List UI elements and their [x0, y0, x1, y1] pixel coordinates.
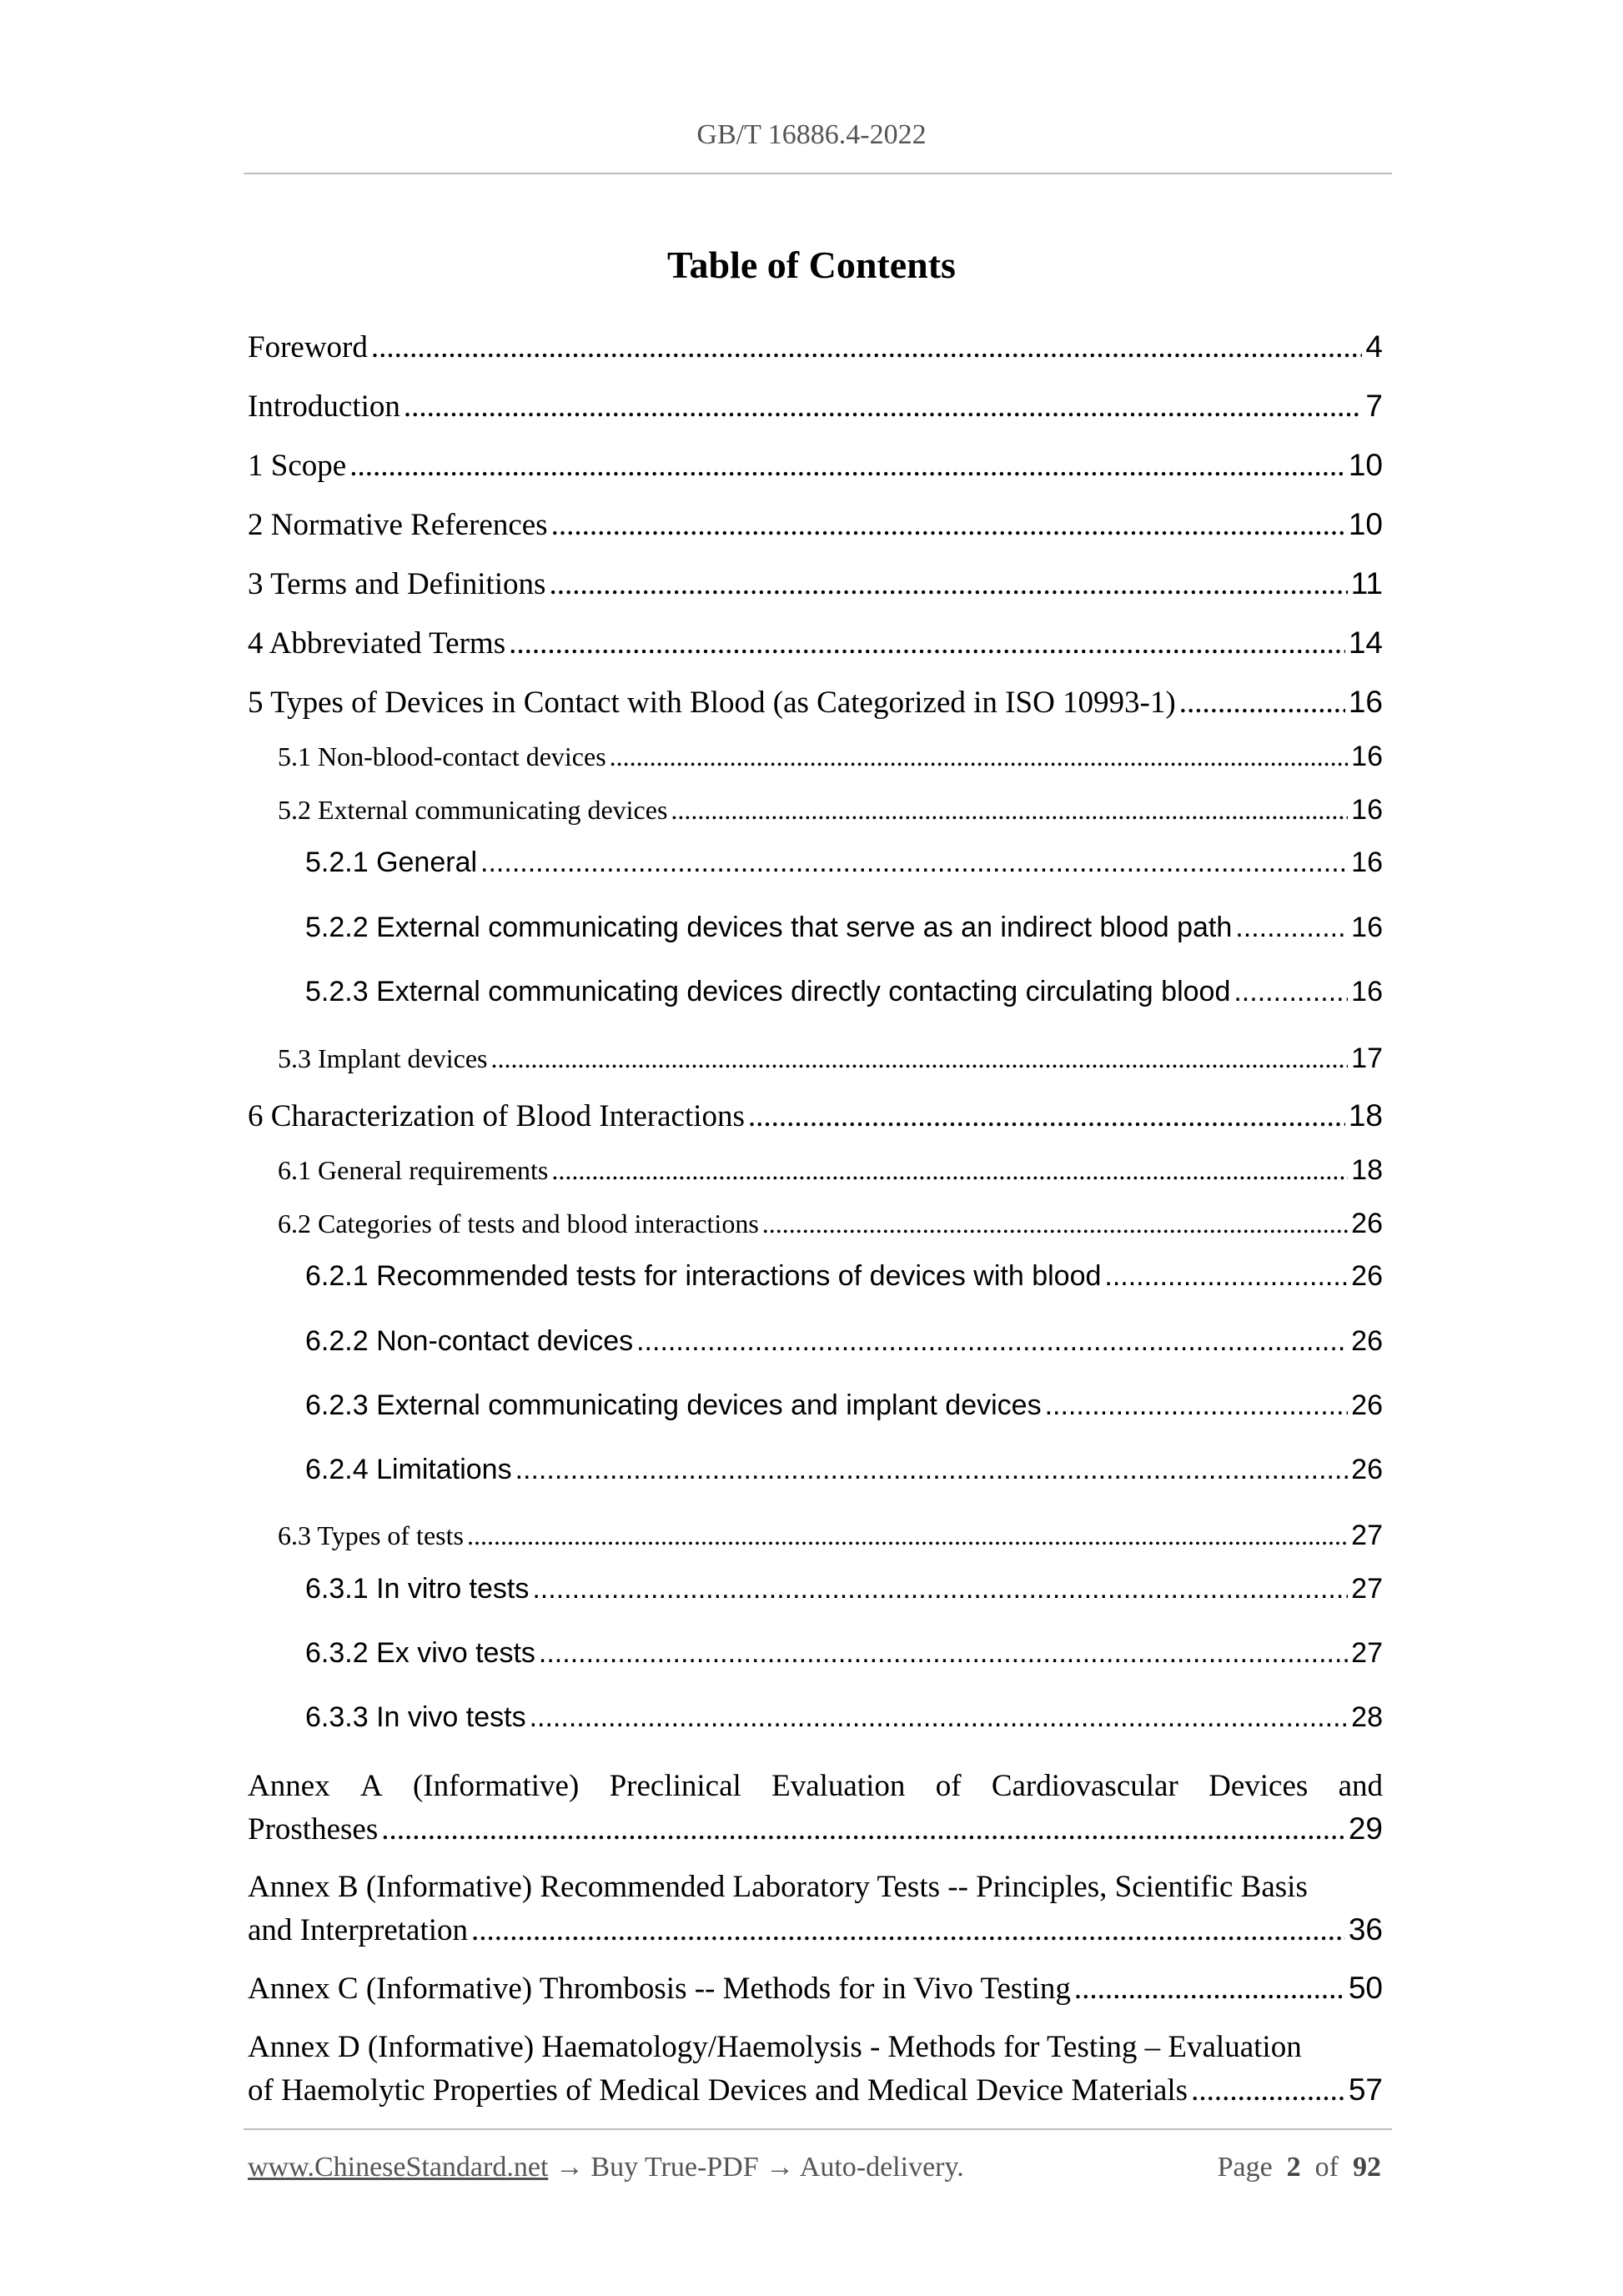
toc-entry-label: of Haemolytic Properties of Medical Devices and Medical Device Materials: [248, 2073, 1188, 2108]
dot-leader: [371, 329, 1363, 365]
delivery-text: Auto-delivery.: [799, 2152, 964, 2183]
toc-entry-label: 6.2.1 Recommended tests for interactions of devices with blood: [305, 1260, 1102, 1292]
dot-leader: [467, 1520, 1348, 1551]
toc-page-number: 14: [1348, 625, 1383, 660]
toc-page-number: 18: [1351, 1154, 1383, 1186]
toc-title: Table of Contents: [667, 244, 956, 286]
toc-entry-label: 6.3.1 In vitro tests: [305, 1573, 530, 1605]
toc-entry-label: 4 Abbreviated Terms: [248, 626, 506, 661]
toc-page-number: 36: [1348, 1912, 1383, 1947]
toc-entry-label: 5.1 Non-blood-contact devices: [278, 741, 606, 771]
dot-leader: [1235, 912, 1348, 944]
annex-line-1: [248, 1765, 1383, 1807]
toc-entry-terms-definitions[interactable]: [248, 566, 1383, 602]
toc-entry-introduction[interactable]: [248, 389, 1383, 425]
toc-entry-label: 6.2.2 Non-contact devices: [305, 1325, 634, 1357]
toc-entry-label: 6.1 General requirements: [278, 1155, 549, 1185]
site-link[interactable]: www.ChineseStandard.net: [248, 2152, 549, 2183]
toc-entry-scope[interactable]: [248, 448, 1383, 484]
toc-entry-6-2-2[interactable]: [305, 1325, 1383, 1358]
toc-entry-label: 6.3 Types of tests: [278, 1520, 464, 1550]
toc-page-number: 16: [1351, 847, 1383, 878]
toc-entry-6-3-3[interactable]: [305, 1701, 1383, 1734]
annex-line-2: [248, 1807, 1383, 1851]
dot-leader: [471, 1909, 1345, 1952]
toc-entry-label: 5.2.3 External communicating devices directly contacting circulating blood: [305, 976, 1231, 1007]
toc-entry-6-2-4[interactable]: [305, 1454, 1383, 1486]
toc-page-number: 26: [1351, 1260, 1383, 1292]
toc-page-number: 26: [1351, 1208, 1383, 1239]
toc-page-number: 16: [1351, 912, 1383, 943]
dot-leader: [551, 1155, 1348, 1186]
toc-entry-annex-b[interactable]: [248, 1866, 1383, 1952]
toc-page-number: 28: [1351, 1701, 1383, 1733]
toc-entry-label: 6.3.3 In vivo tests: [305, 1701, 526, 1733]
footer-divider: [244, 2128, 1392, 2130]
toc-entry-label: 1 Scope: [248, 449, 347, 483]
dot-leader: [1104, 1260, 1348, 1293]
current-page: 2: [1286, 2152, 1301, 2183]
dot-leader: [1234, 976, 1348, 1008]
annex-word: Cardiovascular: [991, 1769, 1178, 1803]
dot-leader: [404, 389, 1363, 425]
toc-page-number: 17: [1351, 1042, 1383, 1074]
toc-entry-label: 6 Characterization of Blood Interactions: [248, 1099, 745, 1133]
toc-page-number: 27: [1351, 1520, 1383, 1551]
dot-leader: [539, 1637, 1348, 1670]
annex-line-1: [248, 2026, 1383, 2068]
toc-entry-6-3-2[interactable]: [305, 1637, 1383, 1670]
toc-entry-6-3[interactable]: [278, 1520, 1383, 1552]
toc-page-number: 27: [1351, 1573, 1383, 1605]
toc-page-number: 4: [1365, 329, 1383, 364]
toc-entry-6-2-3[interactable]: [305, 1389, 1383, 1422]
annex-word: Devices: [1208, 1769, 1309, 1803]
toc-page-number: 16: [1351, 976, 1383, 1007]
toc-page-number: 16: [1351, 794, 1383, 826]
page-indicator: [1218, 2152, 1381, 2183]
dot-leader: [480, 847, 1348, 879]
annex-word: (Informative): [412, 1769, 580, 1803]
dot-leader: [549, 566, 1347, 602]
toc-page-number: 50: [1348, 1971, 1383, 2005]
toc-page-number: 26: [1351, 1325, 1383, 1357]
dot-leader: [610, 741, 1349, 772]
toc-entry-label: 6.2.4 Limitations: [305, 1454, 512, 1485]
toc-page-number: 10: [1348, 448, 1383, 482]
toc-entry-5-1[interactable]: [278, 741, 1383, 773]
toc-entry-label: 5.3 Implant devices: [278, 1043, 488, 1073]
dot-leader: [1179, 685, 1345, 721]
toc-page-number: 10: [1348, 507, 1383, 541]
dot-leader: [490, 1043, 1348, 1074]
toc-page-number: 29: [1348, 1811, 1383, 1846]
dot-leader: [532, 1573, 1348, 1605]
toc-entry-label: Prostheses: [248, 1812, 379, 1846]
dot-leader: [1191, 2069, 1345, 2112]
toc-entry-label: 2 Normative References: [248, 508, 548, 542]
toc-entry-5-2[interactable]: [278, 794, 1383, 826]
toc-entry-label: 5 Types of Devices in Contact with Blood (as Categorized in ISO 10993-1): [248, 686, 1176, 720]
annex-line-1: [248, 1967, 1383, 2010]
toc-entry-6-2[interactable]: [278, 1208, 1383, 1240]
buy-text: Buy True-PDF: [590, 2152, 759, 2183]
toc-entry-label: 6.2.3 External communicating devices and implant devices: [305, 1389, 1042, 1421]
toc-entry-5-2-3[interactable]: [305, 976, 1383, 1008]
toc-entry-annex-a[interactable]: [248, 1765, 1383, 1851]
toc-entry-6-2-1[interactable]: [305, 1260, 1383, 1293]
toc-entry-label: Foreword: [248, 330, 368, 364]
toc-entry-label: 5.2.2 External communicating devices that serve as an indirect blood path: [305, 912, 1233, 943]
annex-word: and: [1338, 1769, 1383, 1803]
header-divider: [244, 173, 1392, 174]
document-header: GB/T 16886.4-2022: [696, 119, 927, 150]
toc-page-number: 16: [1351, 741, 1383, 772]
toc-entry-label: 6.2 Categories of tests and blood interactions: [278, 1208, 759, 1238]
dot-leader: [515, 1454, 1349, 1486]
toc-entry-label: 5.2.1 General: [305, 847, 478, 878]
toc-page-number: 16: [1348, 685, 1383, 719]
dot-leader: [748, 1098, 1345, 1134]
annex-line-1: [248, 1866, 1383, 1908]
annex-word: Evaluation: [771, 1769, 906, 1803]
toc-entry-annex-d[interactable]: [248, 2026, 1383, 2112]
dot-leader: [381, 1808, 1345, 1851]
dot-leader: [349, 448, 1345, 484]
toc-page-number: 26: [1351, 1454, 1383, 1485]
toc-entry-label: and Interpretation: [248, 1913, 469, 1947]
toc-entry-5-2-2[interactable]: [305, 912, 1383, 944]
arrow-icon: →: [555, 2152, 584, 2183]
dot-leader: [671, 795, 1348, 826]
footer-promo: [248, 2152, 964, 2183]
dot-leader: [509, 625, 1345, 661]
toc-entry-section-5[interactable]: [248, 685, 1383, 721]
toc-entry-label: Annex B (Informative) Recommended Laboratory Tests -- Principles, Scientific Basis: [248, 1870, 1308, 1904]
toc-entry-label: 5.2 External communicating devices: [278, 795, 668, 825]
of-word: of: [1314, 2152, 1339, 2183]
toc-entry-foreword[interactable]: [248, 329, 1383, 365]
annex-word: Annex: [248, 1769, 330, 1803]
toc-entry-5-2-1[interactable]: [305, 847, 1383, 879]
toc-entry-label: Introduction: [248, 389, 400, 424]
toc-entry-6-1[interactable]: [278, 1154, 1383, 1187]
dot-leader: [551, 507, 1345, 543]
toc-entry-6-3-1[interactable]: [305, 1573, 1383, 1605]
toc-entry-section-6[interactable]: [248, 1098, 1383, 1134]
toc-page-number: 18: [1348, 1098, 1383, 1133]
toc-page-number: 11: [1350, 566, 1383, 600]
annex-word: of: [935, 1769, 962, 1803]
dot-leader: [1045, 1389, 1349, 1422]
toc-entry-label: 6.3.2 Ex vivo tests: [305, 1637, 535, 1669]
annex-line-2: [248, 1908, 1383, 1952]
toc-entry-label: 3 Terms and Definitions: [248, 567, 546, 601]
dot-leader: [530, 1701, 1349, 1734]
toc-page-number: 27: [1351, 1637, 1383, 1669]
annex-word: A: [359, 1769, 383, 1803]
toc-entry-annex-c[interactable]: [248, 1967, 1383, 2010]
toc-page-number: 26: [1351, 1389, 1383, 1421]
dot-leader: [762, 1208, 1348, 1239]
toc-entry-5-3[interactable]: [278, 1042, 1383, 1075]
dot-leader: [1074, 1967, 1345, 2010]
arrow-icon: →: [766, 2152, 795, 2183]
toc-entry-label: Annex D (Informative) Haematology/Haemolysis - Methods for Testing – Evaluation: [248, 2030, 1302, 2064]
page-word: Page: [1217, 2152, 1273, 2183]
toc-entry-label: Annex C (Informative) Thrombosis -- Methods for in Vivo Testing: [248, 1972, 1071, 2006]
toc-entry-normative-references[interactable]: [248, 507, 1383, 543]
annex-line-2: [248, 2068, 1383, 2112]
toc-entry-abbreviated-terms[interactable]: [248, 625, 1383, 661]
toc-page-number: 7: [1365, 389, 1383, 423]
dot-leader: [636, 1325, 1348, 1358]
toc-page-number: 57: [1348, 2072, 1383, 2107]
annex-word: Preclinical: [609, 1769, 741, 1803]
total-pages: 92: [1353, 2152, 1381, 2183]
